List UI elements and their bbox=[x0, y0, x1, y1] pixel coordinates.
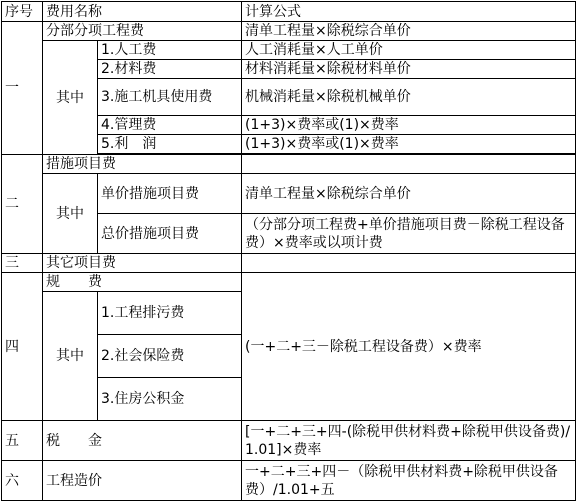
section3-seq: 三 bbox=[2, 254, 43, 273]
section4-item-name: 3.住房公积金 bbox=[98, 378, 242, 421]
section1-name: 分部分项工程费 bbox=[43, 22, 242, 41]
section2-seq: 二 bbox=[2, 155, 43, 254]
section1-item-formula: 机械消耗量×除税机械单价 bbox=[242, 79, 576, 116]
table-row bbox=[2, 421, 576, 461]
section4-formula: (一+二+三－除税工程设备费）×费率 bbox=[242, 273, 576, 421]
table-row bbox=[2, 174, 576, 214]
header-seq: 序号 bbox=[2, 2, 43, 22]
section4-group-label: 其中 bbox=[43, 292, 98, 421]
section5-seq: 五 bbox=[2, 421, 43, 461]
table-row bbox=[2, 22, 576, 41]
section1-item-name: 2.材料费 bbox=[98, 60, 242, 79]
header-formula: 计算公式 bbox=[242, 2, 576, 22]
table-row bbox=[2, 254, 576, 273]
section1-item-formula: 材料消耗量×除税材料单价 bbox=[242, 60, 576, 79]
section2-item-formula: （分部分项工程费+单价措施项目费－除税工程设备费）×费率或以项计费 bbox=[242, 214, 576, 254]
section1-group-label: 其中 bbox=[43, 41, 98, 155]
section1-formula: 清单工程量×除税综合单价 bbox=[242, 22, 576, 41]
section2-formula-empty bbox=[242, 155, 576, 174]
table-row bbox=[2, 155, 576, 174]
section2-item-name: 单价措施项目费 bbox=[98, 174, 242, 214]
table-row bbox=[2, 273, 576, 292]
table-row bbox=[2, 41, 576, 60]
section4-item-name: 2.社会保险费 bbox=[98, 335, 242, 378]
section5-name: 税 金 bbox=[43, 421, 242, 461]
section1-item-formula: 人工消耗量×人工单价 bbox=[242, 41, 576, 60]
section1-seq: 一 bbox=[2, 22, 43, 155]
section6-formula: 一+二+三+四－（除税甲供材料费+除税甲供设备费）/1.01+五 bbox=[242, 461, 576, 501]
section4-name: 规 费 bbox=[43, 273, 242, 292]
section1-item-formula: (1+3)×费率或(1)×费率 bbox=[242, 135, 576, 154]
section1-item-name: 5.利 润 bbox=[98, 135, 242, 154]
section2-name: 措施项目费 bbox=[43, 155, 242, 174]
section4-item-name: 1.工程排污费 bbox=[98, 292, 242, 335]
fee-table bbox=[1, 1, 576, 501]
section1-item-name: 3.施工机具使用费 bbox=[98, 79, 242, 116]
section2-item-name: 总价措施项目费 bbox=[98, 214, 242, 254]
section1-item-name: 4.管理费 bbox=[98, 116, 242, 135]
section4-seq: 四 bbox=[2, 273, 43, 421]
section1-item-formula: (1+3)×费率或(1)×费率 bbox=[242, 116, 576, 135]
header-name: 费用名称 bbox=[43, 2, 242, 22]
table-header-row bbox=[2, 2, 576, 22]
section2-item-formula: 清单工程量×除税综合单价 bbox=[242, 174, 576, 214]
section3-name: 其它项目费 bbox=[43, 254, 242, 273]
section2-group-label: 其中 bbox=[43, 174, 98, 254]
table-row bbox=[2, 461, 576, 501]
section3-formula-empty bbox=[242, 254, 576, 273]
section6-seq: 六 bbox=[2, 461, 43, 501]
section5-formula: [一+二+三+四-(除税甲供材料费+除税甲供设备费)/1.01]×费率 bbox=[242, 421, 576, 461]
section1-item-name: 1.人工费 bbox=[98, 41, 242, 60]
section6-name: 工程造价 bbox=[43, 461, 242, 501]
